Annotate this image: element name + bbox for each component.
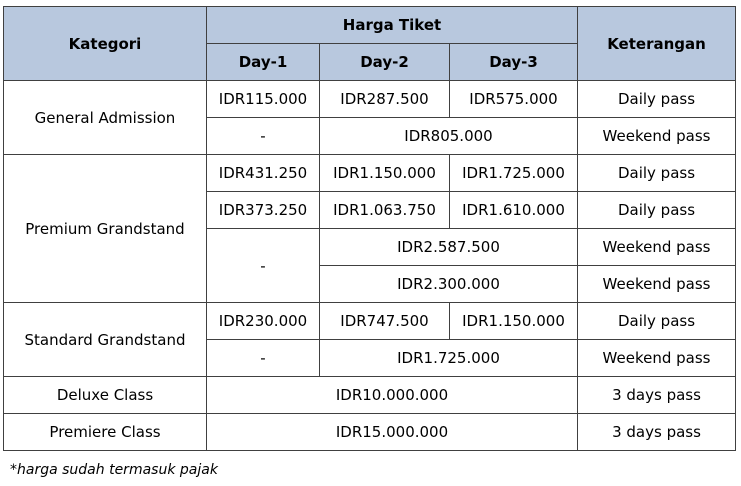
price-cell: IDR1.150.000 [450,303,578,340]
price-cell: - [207,118,320,155]
price-cell: IDR10.000.000 [207,377,578,414]
pass-type: Daily pass [578,192,736,229]
category-standard-grandstand: Standard Grandstand [4,303,207,377]
pass-type: Weekend pass [578,266,736,303]
header-harga-tiket: Harga Tiket [207,7,578,44]
table-row [4,81,736,118]
price-cell: IDR2.587.500 [320,229,578,266]
header-day-2: Day-2 [320,44,450,81]
header-kategori: Kategori [4,7,207,81]
price-cell: IDR1.063.750 [320,192,450,229]
price-cell: IDR1.725.000 [320,340,578,377]
pass-type: 3 days pass [578,377,736,414]
price-cell: IDR287.500 [320,81,450,118]
table-row [4,377,736,414]
pass-type: Daily pass [578,155,736,192]
table-row [4,414,736,451]
pass-type: Daily pass [578,81,736,118]
category-general-admission: General Admission [4,81,207,155]
price-cell: IDR1.150.000 [320,155,450,192]
table-row [4,303,736,340]
price-cell: IDR1.610.000 [450,192,578,229]
pass-type: Weekend pass [578,340,736,377]
category-premiere-class: Premiere Class [4,414,207,451]
footnote: *harga sudah termasuk pajak [10,462,218,478]
header-keterangan: Keterangan [578,7,736,81]
header-day-3: Day-3 [450,44,578,81]
ticket-price-table-container [3,6,736,451]
category-premium-grandstand: Premium Grandstand [4,155,207,303]
ticket-price-table [3,6,736,451]
price-cell: IDR431.250 [207,155,320,192]
price-cell: IDR575.000 [450,81,578,118]
price-cell: IDR2.300.000 [320,266,578,303]
pass-type: 3 days pass [578,414,736,451]
pass-type: Weekend pass [578,118,736,155]
price-cell: IDR373.250 [207,192,320,229]
price-cell: IDR747.500 [320,303,450,340]
pass-type: Weekend pass [578,229,736,266]
table-row [4,155,736,192]
price-cell: IDR1.725.000 [450,155,578,192]
category-deluxe-class: Deluxe Class [4,377,207,414]
price-cell: IDR115.000 [207,81,320,118]
price-cell: IDR230.000 [207,303,320,340]
price-cell: IDR805.000 [320,118,578,155]
price-cell: IDR15.000.000 [207,414,578,451]
price-cell: - [207,229,320,303]
price-cell: - [207,340,320,377]
pass-type: Daily pass [578,303,736,340]
header-day-1: Day-1 [207,44,320,81]
